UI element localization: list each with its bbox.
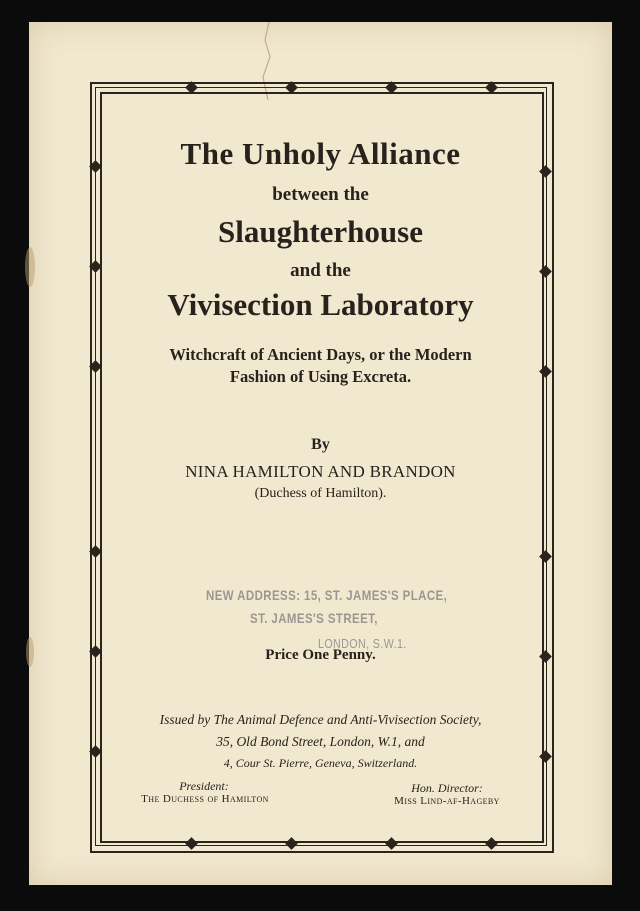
author-name: NINA HAMILTON AND BRANDON — [185, 462, 456, 481]
president-label: President: — [179, 779, 229, 793]
address-stamp-line-1: NEW ADDRESS: 15, ST. JAMES'S PLACE, — [206, 587, 448, 603]
author-title: (Duchess of Hamilton). — [254, 486, 387, 501]
subtitle-line-2: Fashion of Using Excreta. — [229, 367, 412, 386]
address-stamp-line-2: ST. JAMES'S STREET, — [250, 610, 378, 626]
publisher-line-1: Issued by The Animal Defence and Anti-Vivisection Society, — [159, 712, 482, 727]
title-line-3: Slaughterhouse — [218, 214, 423, 249]
pamphlet-cover — [29, 22, 612, 885]
title-line-4: and the — [290, 260, 351, 281]
director-name: Miss Lind-af-Hageby — [394, 795, 500, 807]
address-stamp-line-3: LONDON, S.W.1. — [318, 636, 407, 651]
subtitle-line-1: Witchcraft of Ancient Days, or the Modern — [169, 345, 472, 364]
publisher-line-2: 35, Old Bond Street, London, W.1, and — [216, 734, 425, 749]
president-name: The Duchess of Hamilton — [141, 793, 269, 805]
director-label: Hon. Director: — [411, 781, 483, 795]
title-line-2: between the — [272, 184, 369, 205]
byline-label: By — [311, 436, 330, 453]
title-line-1: The Unholy Alliance — [180, 136, 461, 171]
title-line-5: Vivisection Laboratory — [167, 287, 474, 322]
publisher-line-3: 4, Cour St. Pierre, Geneva, Switzerland. — [223, 756, 418, 770]
price-label: Price One Penny. — [265, 647, 376, 663]
